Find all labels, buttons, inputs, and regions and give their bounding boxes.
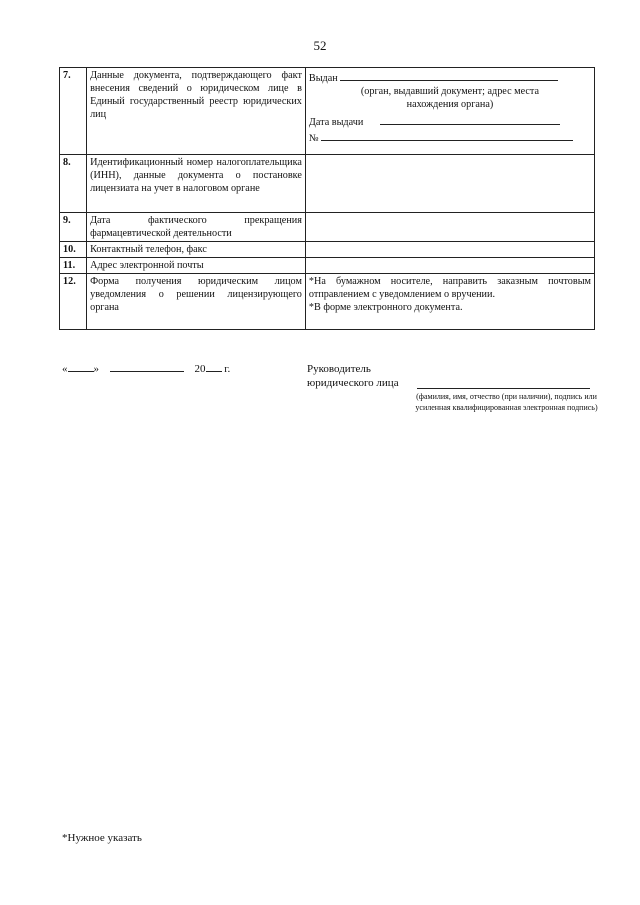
table-row-10 [60, 242, 595, 258]
row-number: 7. [60, 68, 87, 155]
row-value[interactable] [305, 68, 594, 155]
signer-title-line1: Руководитель [307, 363, 371, 375]
row-label: Идентификационный номер налогоплательщика (ИНН), данные документа о постановке лицензиата на учет в налоговом органе [87, 155, 306, 213]
table-row-11 [60, 258, 595, 274]
row-number: 12. [60, 274, 87, 330]
day-input-line[interactable] [68, 362, 94, 372]
row-label: Данные документа, подтверждающего факт внесения сведений о юридическом лице в Единый государственный реестр юридических лиц [87, 68, 306, 155]
table-row-8 [60, 155, 595, 213]
row-label: Адрес электронной почты [87, 258, 306, 274]
doc-number-input-line[interactable] [321, 129, 573, 141]
delivery-option-paper[interactable]: *На бумажном носителе, направить заказным почтовым отправлением с уведомлением о вручении. [308, 276, 591, 300]
issued-input-line[interactable] [340, 69, 558, 81]
row-value [305, 274, 594, 330]
signature-input-line[interactable] [417, 388, 590, 389]
footnote: *Нужное указать [62, 832, 142, 844]
signer-title [307, 362, 399, 390]
date-field[interactable] [62, 362, 230, 375]
issue-date-label: Дата выдачи [308, 117, 364, 128]
issued-caption: (орган, выдавший документ; адрес места нахождения органа) [360, 86, 539, 110]
issue-date-input-line[interactable] [380, 113, 560, 125]
table-row-9 [60, 213, 595, 242]
row-number: 8. [60, 155, 87, 213]
row-label: Дата фактического прекращения фармацевтической деятельности [87, 213, 306, 242]
table-row-12 [60, 274, 595, 330]
row-label: Форма получения юридическим лицом уведомления о решении лицензирующего органа [87, 274, 306, 330]
quote-open: « [62, 363, 68, 375]
row-value[interactable] [305, 258, 594, 274]
row-value[interactable] [305, 242, 594, 258]
row-number: 11. [60, 258, 87, 274]
table-row-7 [60, 68, 595, 155]
row-value[interactable] [305, 155, 594, 213]
signer-title-line2: юридического лица [307, 377, 399, 389]
year-suffix: г. [224, 363, 231, 375]
license-form-table [59, 67, 595, 330]
year-prefix: 20 [194, 363, 206, 375]
page-number: 52 [313, 38, 327, 53]
delivery-option-electronic[interactable]: *В форме электронного документа. [308, 302, 463, 313]
row-number: 9. [60, 213, 87, 242]
issued-label: Выдан [308, 73, 338, 84]
row-number: 10. [60, 242, 87, 258]
row-value[interactable] [305, 213, 594, 242]
row-label: Контактный телефон, факс [87, 242, 306, 258]
signature-caption: (фамилия, имя, отчество (при наличии), подпись или усиленная квалифицированная электронная подпись) [415, 392, 598, 412]
year-input-line[interactable] [206, 362, 222, 372]
quote-close: » [93, 363, 99, 375]
month-input-line[interactable] [110, 362, 184, 372]
doc-number-label: № [308, 133, 319, 144]
